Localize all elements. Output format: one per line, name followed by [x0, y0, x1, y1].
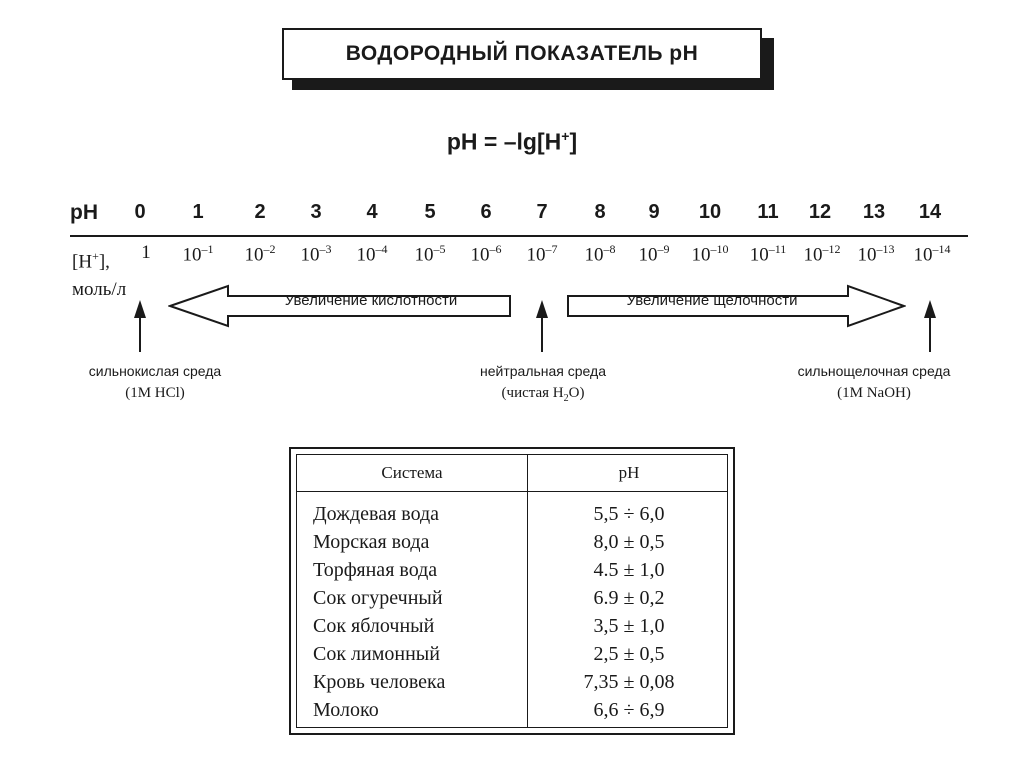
conc-13: $10^{-13}$ — [857, 242, 895, 266]
table-row-name: Торфяная вода — [313, 559, 438, 581]
header-ph: pH — [618, 463, 640, 482]
ph-tick-10: 10 — [698, 201, 722, 223]
conc-11: $10^{-11}$ — [749, 242, 787, 266]
table-row-value: 4.5 ± 1,0 — [593, 559, 665, 581]
table-row-name: Сок яблочный — [313, 615, 435, 637]
ph-tick-3: 3 — [310, 201, 322, 223]
table-row-name: Сок лимонный — [313, 643, 440, 665]
ph-tick-5: 5 — [424, 201, 436, 223]
conc-14: $10^{-14}$ — [913, 242, 951, 266]
table-row-value: 8,0 ± 0,5 — [593, 531, 665, 553]
conc-5: $10^{-5}$ — [414, 242, 446, 266]
table-row-name: Молоко — [313, 699, 379, 721]
ph-tick-7: 7 — [536, 201, 548, 223]
ph-tick-11: 11 — [757, 201, 779, 223]
base-up-arrow — [920, 300, 940, 352]
acid-up-arrow — [130, 300, 150, 352]
conc-7: $10^{-7}$ — [526, 242, 558, 266]
table-row-value: 6.9 ± 0,2 — [593, 587, 665, 609]
strong-base-medium: сильнощелочная среда (1М NaOH) — [797, 363, 951, 401]
table-row-name: Морская вода — [313, 531, 430, 553]
table-row-value: 5,5 ÷ 6,0 — [593, 503, 665, 525]
conc-12: $10^{-12}$ — [803, 242, 841, 266]
h-concentration-label: [H+], моль/л — [72, 249, 127, 301]
ph-tick-0: 0 — [134, 201, 146, 223]
table-row-value: 2,5 ± 0,5 — [593, 643, 665, 665]
conc-4: $10^{-4}$ — [356, 242, 388, 266]
ph-tick-4: 4 — [366, 201, 378, 223]
table-row-value: 6,6 ÷ 6,9 — [593, 699, 665, 721]
strong-acid-medium: сильнокислая среда (1М HCl) — [88, 363, 222, 401]
table-row-value: 3,5 ± 1,0 — [593, 615, 665, 637]
ph-tick-9: 9 — [648, 201, 660, 223]
ph-axis-line — [70, 235, 968, 237]
conc-first: 1 — [141, 242, 151, 263]
neutral-medium: нейтральная среда (чистая $H_2O$) — [480, 363, 606, 404]
ph-tick-12: 12 — [808, 201, 832, 223]
ph-table — [289, 447, 735, 735]
conc-2: $10^{-2}$ — [244, 242, 276, 266]
conc-9: $10^{-9}$ — [638, 242, 670, 266]
ph-table-inner — [296, 454, 728, 728]
alkalinity-arrow-label: Увеличение щелочности — [626, 292, 798, 309]
ph-tick-13: 13 — [862, 201, 886, 223]
neutral-up-arrow — [532, 300, 552, 352]
conc-3: $10^{-3}$ — [300, 242, 332, 266]
ph-tick-14: 14 — [918, 201, 942, 223]
ph-tick-1: 1 — [192, 201, 204, 223]
h-unit-label: моль/л — [72, 279, 127, 301]
table-row-name: Сок огуречный — [313, 587, 443, 609]
table-row-value: 7,35 ± 0,08 — [583, 671, 675, 693]
ph-tick-2: 2 — [254, 201, 266, 223]
page-title-text: ВОДОРОДНЫЙ ПОКАЗАТЕЛЬ pH — [345, 42, 699, 65]
conc-8: $10^{-8}$ — [584, 242, 616, 266]
ph-formula: pH = –lg[H+] — [446, 128, 578, 155]
ph-table-header — [297, 455, 727, 492]
conc-6: $10^{-6}$ — [470, 242, 502, 266]
conc-1: $10^{-1}$ — [182, 242, 214, 266]
conc-10: $10^{-10}$ — [691, 242, 729, 266]
ph-tick-6: 6 — [480, 201, 492, 223]
header-system: Система — [381, 463, 443, 482]
table-row-name: Дождевая вода — [313, 503, 440, 525]
table-row-name: Кровь человека — [313, 671, 446, 693]
ph-tick-8: 8 — [594, 201, 606, 223]
page-title — [282, 28, 762, 80]
ph-scale-label: pH — [70, 201, 98, 224]
acidity-arrow-label: Увеличение кислотности — [284, 292, 458, 309]
